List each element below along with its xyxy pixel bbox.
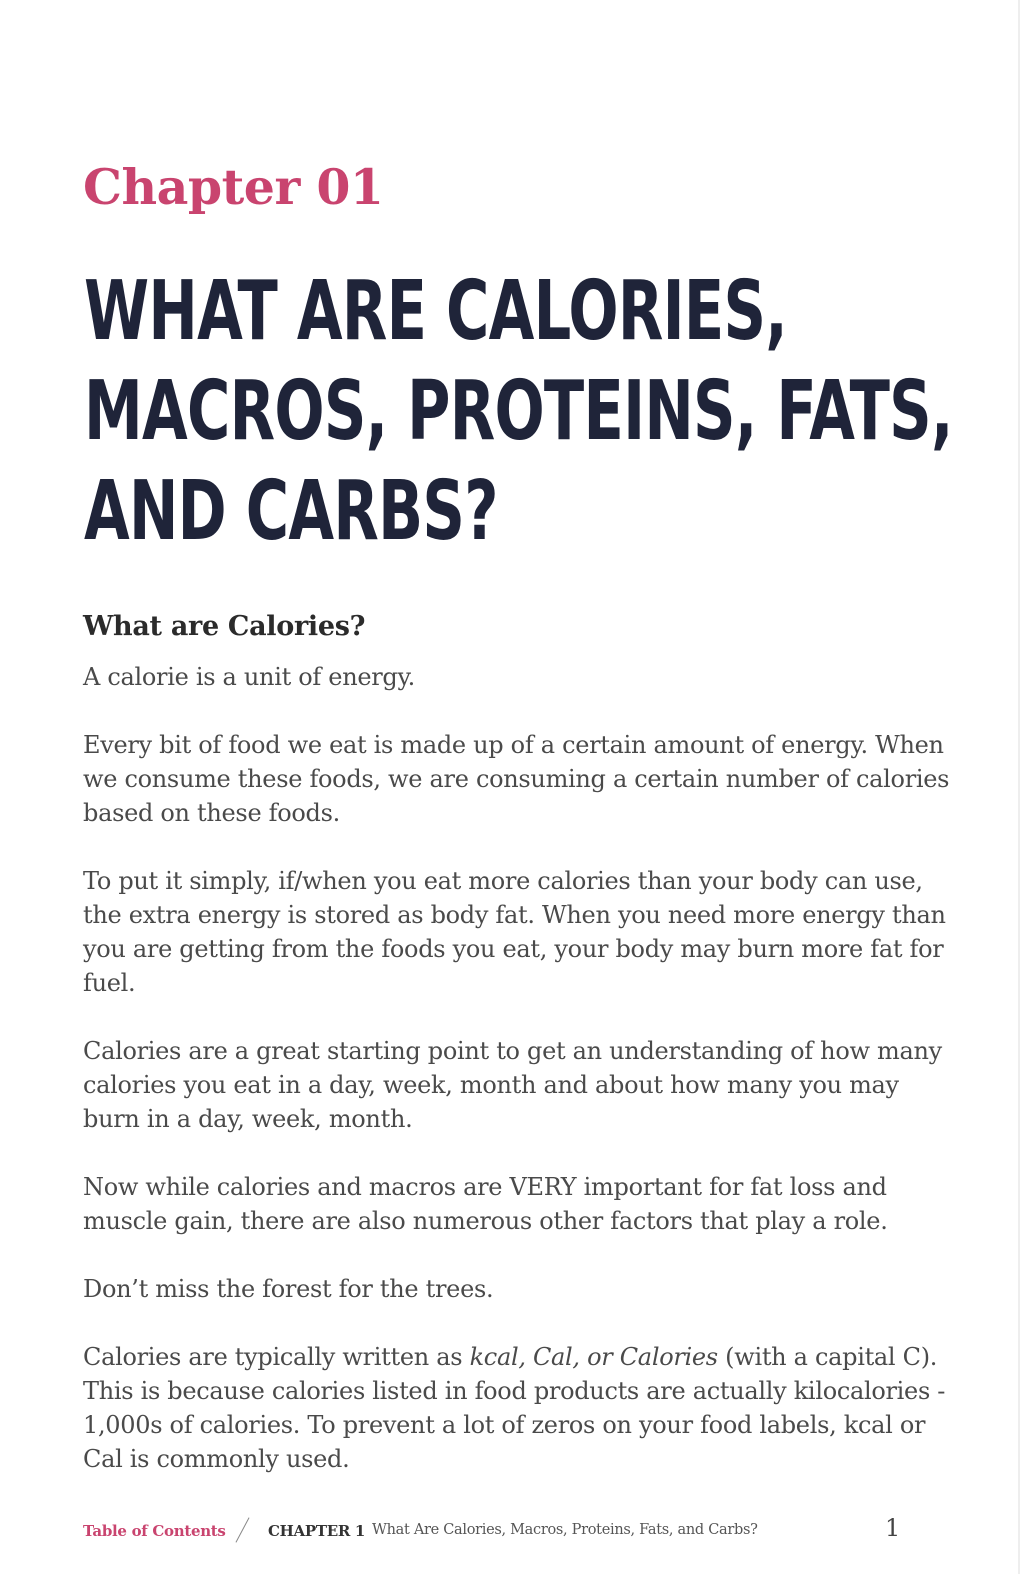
chapter-label: Chapter 01 xyxy=(83,158,384,216)
section-heading: What are Calories? xyxy=(83,611,366,642)
chapter-title-line: AND CARBS? xyxy=(84,464,498,559)
page-number: 1 xyxy=(885,1514,901,1542)
paragraph: Every bit of food we eat is made up of a certain amount of energy. When we consume these foods, we are consuming a certain number of calories based on these foods. xyxy=(83,731,950,827)
chapter-title xyxy=(84,262,953,562)
paragraph-text: (with a capital C). This is because calories listed in food products are actually kilocalories - 1,000s of calories. To prevent a lot of zeros on your food labels, kcal or Cal is commonly used. xyxy=(83,1343,946,1473)
footer-chapter-title: What Are Calories, Macros, Proteins, Fats, and Carbs? xyxy=(372,1522,758,1538)
paragraph: Now while calories and macros are VERY important for fat loss and muscle gain, there are also numerous other factors that play a role. xyxy=(83,1173,888,1235)
page-footer xyxy=(83,1514,903,1546)
paragraph-text: Calories are typically written as xyxy=(83,1343,470,1371)
paragraph-italic-text: kcal, Cal, or Calories xyxy=(469,1343,718,1371)
footer-divider xyxy=(235,1517,249,1542)
table-of-contents-link[interactable]: Table of Contents xyxy=(83,1522,226,1540)
chapter-title-line: MACROS, PROTEINS, FATS, xyxy=(84,364,953,459)
body-text xyxy=(83,660,953,1510)
paragraph: To put it simply, if/when you eat more calories than your body can use, the extra energy is stored as body fat. When you need more energy than you are getting from the foods you eat, your body may burn more fat for fuel. xyxy=(83,867,946,997)
footer-chapter-tag: CHAPTER 1 xyxy=(268,1522,366,1540)
paragraph: Don’t miss the forest for the trees. xyxy=(83,1275,494,1303)
paragraph xyxy=(83,1340,953,1476)
chapter-title-line: WHAT ARE CALORIES, xyxy=(84,264,787,359)
paragraph: A calorie is a unit of energy. xyxy=(83,663,415,691)
paragraph: Calories are a great starting point to get an understanding of how many calories you eat in a day, week, month and about how many you may burn in a day, week, month. xyxy=(83,1037,942,1133)
